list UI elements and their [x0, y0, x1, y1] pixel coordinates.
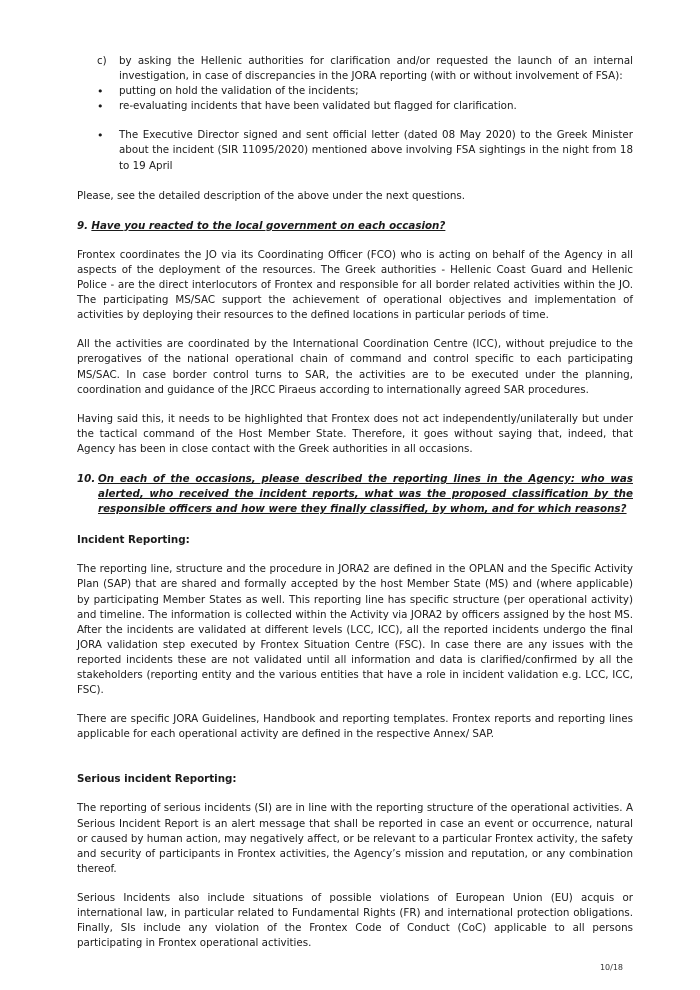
paragraph: Serious Incidents also include situations of possible violations of European Union (EU) acquis or international law, in particular related to Fundamental Rights (FR) and international protection obligations. Finally, SIs include any violation of the Frontex Code of Conduct (CoC) applicable to all persons participating in Frontex operational activities. [77, 891, 633, 950]
question-number: 9. [77, 219, 89, 232]
paragraph: The reporting of serious incidents (SI) are in line with the reporting structure of the operational activities. A Serious Incident Report is an alert message that shall be reported in case an event or occurrence, natural or caused by human action, may negatively affect, or be relevant to a particular Frontex activity, the safety and security of participants in Frontex activities, the Agency’s mission and reputation, or any combination thereof. [77, 802, 633, 875]
paragraph: All the activities are coordinated by the International Coordination Centre (ICC), without prejudice to the prerogatives of the national operational chain of command and control specific to each participating MS/SAC. In case border control turns to SAR, the activities are to be executed under the planning, coordination and guidance of the JRCC Piraeus according to internationally agreed SAR procedures. [77, 338, 633, 396]
bullet-icon: • [97, 85, 104, 99]
section-heading: Serious incident Reporting: [77, 773, 237, 786]
list-item [77, 99, 633, 114]
paragraph: Frontex coordinates the JO via its Coordinating Officer (FCO) who is acting on behalf of the Agency in all aspects of the deployment of the resources. The Greek authorities - Hellenic Coast Guard and Hellenic Police - are the direct interlocutors of Frontex and responsible for all border related activities within the JO. The participating MS/SAC support the achievement of operational objectives and implementation of activities by deploying their resources to the defined locations in particular periods of time. [77, 248, 633, 322]
list-item [77, 84, 633, 99]
paragraph: The reporting line, structure and the procedure in JORA2 are defined in the OPLAN and the Specific Activity Plan (SAP) that are shared and formally accepted by the host Member State (MS) and (where applicable) by participating Member States as well. This reporting line has specific structure (per operational activity) and timeline. The information is collected within the Activity via JORA2 by officers assigned by the host MS. After the incidents are validated at different levels (LCC, ICC), all the reported incidents undergo the final JORA validation step executed by Frontex Situation Centre (FSC). In case there are any issues with the reported incidents these are not validated until all information and data is clarified/confirmed by all the stakeholders (reporting entity and the various entities that have a role in incident validation e.g. LCC, ICC, FSC). [77, 563, 633, 697]
question-text: Have you reacted to the local government on each occasion? [91, 219, 446, 232]
bullet-icon: • [97, 100, 104, 114]
paragraph: Having said this, it needs to be highlighted that Frontex does not act independently/unilaterally but under the tactical command of the Host Member State. Therefore, it goes without saying that, indeed, that Agency has been in close contact with the Greek authorities in all occasions. [77, 412, 633, 455]
question-10-heading [77, 472, 633, 517]
question-number: 10. [77, 472, 96, 485]
bullet-icon: • [97, 129, 104, 143]
list-item-text: The Executive Director signed and sent official letter (dated 08 May 2020) to the Greek Minister about the incident (SIR 11095/2020) mentioned above involving FSA sightings in the night from 18 to 19 April [119, 129, 633, 172]
paragraph: Please, see the detailed description of the above under the next questions. [77, 189, 466, 202]
list-item [77, 128, 633, 173]
question-9-heading [77, 219, 633, 234]
question-text: On each of the occasions, please described the reporting lines in the Agency: who was alerted, who received the incident reports, what was the proposed classification by the responsible officers and how were they finally classified, by whom, and for which reasons? [98, 472, 633, 516]
list-item-text: putting on hold the validation of the incidents; [119, 85, 359, 98]
paragraph: There are specific JORA Guidelines, Handbook and reporting templates. Frontex reports and reporting lines applicable for each operational activity are defined in the respective Annex/ SAP. [77, 713, 633, 741]
page-content [77, 54, 633, 951]
list-marker: c) [97, 55, 107, 67]
page-number: 10/18 [599, 963, 623, 972]
section-heading: Incident Reporting: [77, 534, 190, 547]
list-item [77, 54, 633, 84]
list-item-text: re-evaluating incidents that have been validated but flagged for clarification. [119, 100, 517, 113]
list-item-text: by asking the Hellenic authorities for clarification and/or requested the launch of an internal investigation, in case of discrepancies in the JORA reporting (with or without involvement of FSA): [119, 55, 633, 83]
